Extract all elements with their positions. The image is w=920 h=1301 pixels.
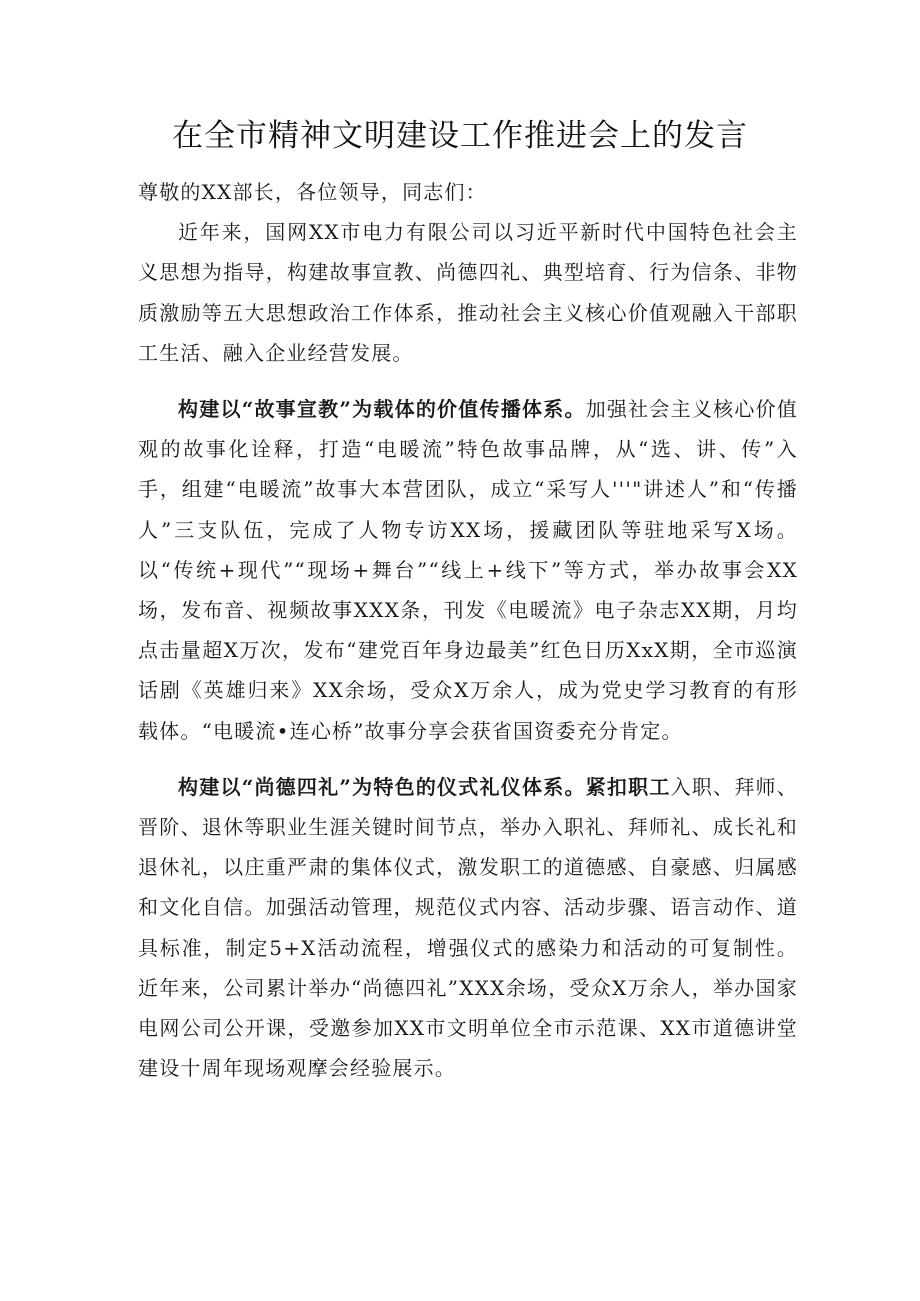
paragraph-intro <box>138 212 798 373</box>
document-body <box>138 172 798 1088</box>
paragraph-spacer <box>138 751 798 767</box>
salutation: 尊敬的XX部长，各位领导，同志们： <box>138 180 487 204</box>
paragraph-intro-text: 近年来，国网XX市电力有限公司以习近平新时代中国特色社会主义思想为指导，构建故事宣教、尚德四礼、典型培育、行为信条、非物质激励等五大思想政治工作体系，推动社会主义核心价值观融入干部职工生活、融入企业经营发展。 <box>138 220 798 365</box>
paragraph-story-system-text: 加强社会主义核心价值观的故事化诠释，打造“电暖流”特色故事品牌，从“选、讲、传”入手，组建“电暖流”故事大本营团队，成立“采写人'''"讲述人”和“传播人”三支队伍，完成了人物专访XX场，援藏团队等驻地采写X场。以“传统+现代”“现场+舞台”“线上+线下”等方式，举办故事会XX场，发布音、视频故事XXX条，刊发《电暖流》电子杂志XX期，月均点击量超X万次，发布“建党百年身边最美”红色日历XxX期，全市巡演话剧《英雄归来》XX余场，受众X万余人，成为党史学习教育的有形载体。“电暖流•连心桥”故事分享会获省国资委充分肯定。 <box>138 397 798 743</box>
paragraph-ritual-system-text: 入职、拜师、晋阶、退休等职业生涯关键时间节点，举办入职礼、拜师礼、成长礼和退休礼，以庄重严肃的集体仪式，激发职工的道德感、自豪感、归属感和文化自信。加强活动管理，规范仪式内容、活动步骤、语言动作、道具标准，制定5+X活动流程，增强仪式的感染力和活动的可复制性。近年来，公司累计举办“尚德四礼”XXX余场，受众X万余人，举办国家电网公司公开课，受邀参加XX市文明单位全市示范课、XX市道德讲堂建设十周年现场观摩会经验展示。 <box>138 774 798 1081</box>
paragraph-ritual-system-heading: 构建以“尚德四礼”为特色的仪式礼仪体系。紧扣职工 <box>178 774 671 799</box>
paragraph-spacer <box>138 373 798 389</box>
paragraph-ritual-system <box>138 767 798 1089</box>
paragraph-story-system <box>138 389 798 751</box>
paragraph-story-system-heading: 构建以“故事宣教”为载体的价值传播体系。 <box>178 397 586 422</box>
document-title: 在全市精神文明建设工作推进会上的发言 <box>172 118 748 154</box>
